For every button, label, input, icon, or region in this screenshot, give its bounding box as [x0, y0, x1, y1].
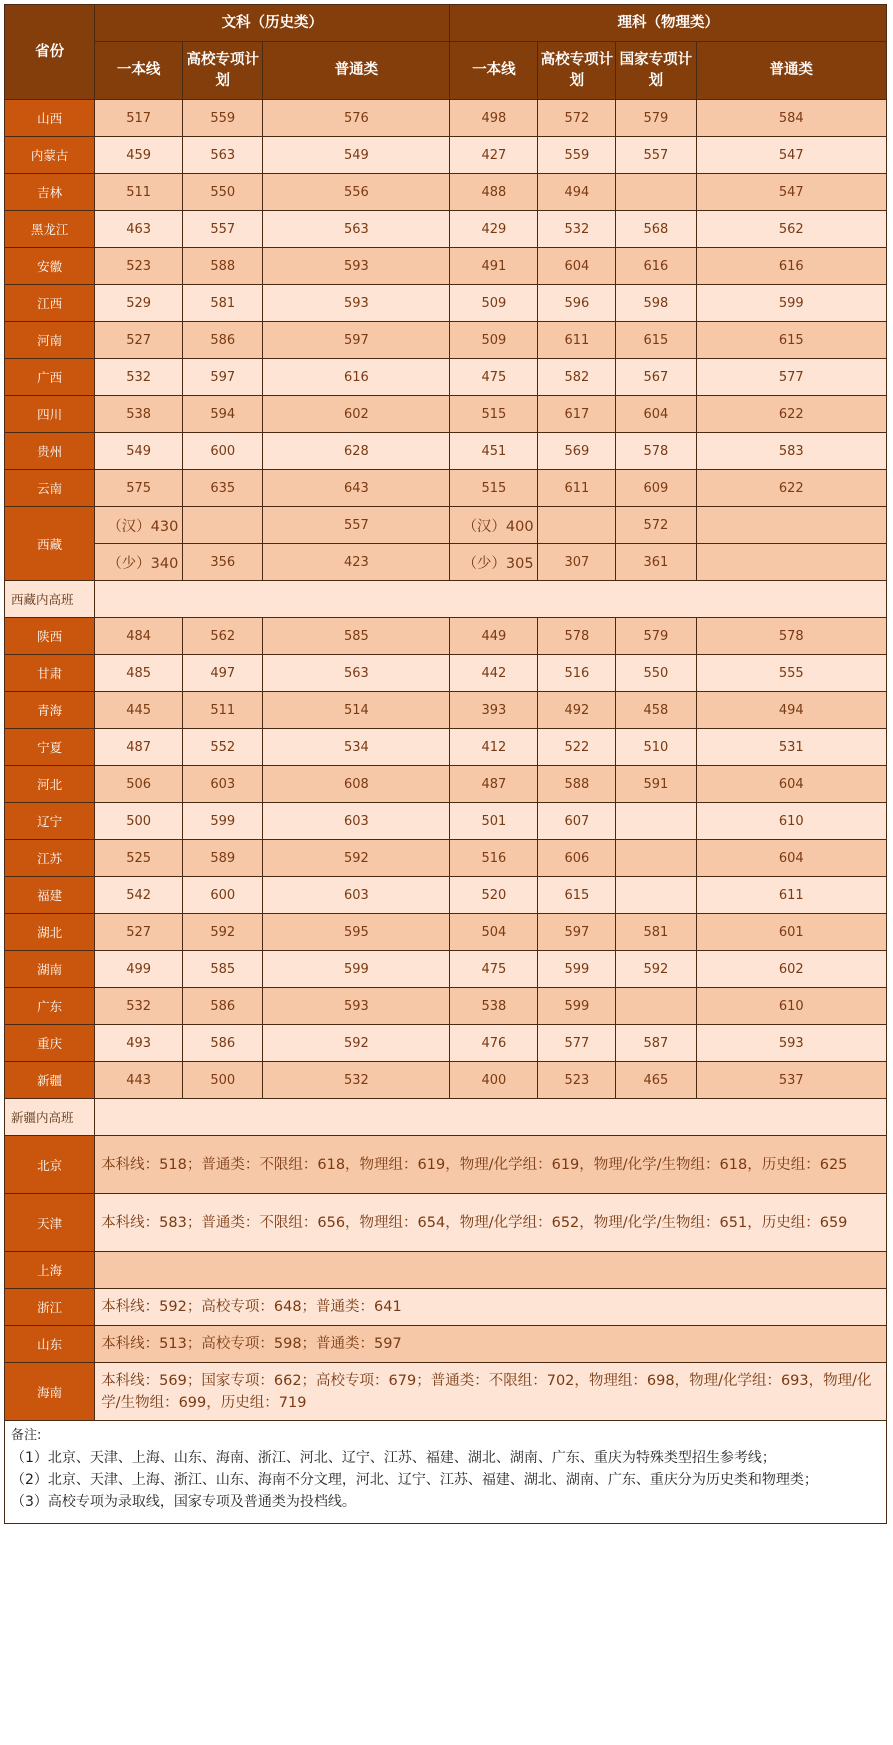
value-cell: 427 [450, 137, 538, 174]
table-body-a [5, 100, 887, 507]
table-row [5, 285, 887, 322]
table-row [5, 729, 887, 766]
table-row [5, 433, 887, 470]
value-cell: 500 [183, 1062, 263, 1099]
value-cell: 567 [616, 359, 696, 396]
value-cell: 611 [538, 470, 616, 507]
header-li-col: 一本线 [450, 42, 538, 100]
value-cell: 538 [95, 396, 183, 433]
value-cell: 586 [183, 988, 263, 1025]
value-cell: 509 [450, 285, 538, 322]
summary-cell: 本科线：518；普通类：不限组：618，物理组：619，物理/化学组：619，物理/化学/生物组：618，历史组：625 [95, 1136, 887, 1194]
table-row [5, 322, 887, 359]
xizang-class-label: 西藏内高班 [5, 581, 95, 618]
value-cell: 615 [538, 877, 616, 914]
summary-cell [95, 1252, 887, 1289]
province-cell: 西藏 [5, 507, 95, 581]
province-cell: 天津 [5, 1194, 95, 1252]
table-row [5, 1062, 887, 1099]
value-cell: 592 [616, 951, 696, 988]
value-cell: 584 [696, 100, 886, 137]
value-cell: 597 [183, 359, 263, 396]
value-cell [616, 877, 696, 914]
value-cell: 522 [538, 729, 616, 766]
value-cell [616, 174, 696, 211]
value-cell: 531 [696, 729, 886, 766]
header-li-col: 高校专项计划 [538, 42, 616, 100]
empty-cell [95, 1099, 887, 1136]
notes-title: 备注: [11, 1428, 42, 1443]
value-cell [696, 507, 886, 544]
empty-cell [95, 581, 887, 618]
value-cell: 589 [183, 840, 263, 877]
value-cell: 562 [696, 211, 886, 248]
province-cell: 江苏 [5, 840, 95, 877]
value-cell: 475 [450, 951, 538, 988]
value-cell: 602 [263, 396, 450, 433]
value-cell: 523 [538, 1062, 616, 1099]
value-cell: 487 [450, 766, 538, 803]
value-cell: 532 [95, 359, 183, 396]
table-row [5, 951, 887, 988]
value-cell: 607 [538, 803, 616, 840]
header-li: 理科（物理类） [450, 5, 887, 42]
value-cell: 616 [696, 248, 886, 285]
value-cell: 429 [450, 211, 538, 248]
table-row [5, 766, 887, 803]
province-cell: 湖北 [5, 914, 95, 951]
header-province: 省份 [5, 5, 95, 100]
table-row [5, 359, 887, 396]
value-cell: 493 [95, 1025, 183, 1062]
value-cell: 585 [183, 951, 263, 988]
table-row [5, 1326, 887, 1363]
table-row [5, 100, 887, 137]
value-cell: 563 [263, 655, 450, 692]
table-row [5, 581, 887, 618]
table-row [5, 174, 887, 211]
province-cell: 内蒙古 [5, 137, 95, 174]
table-row [5, 396, 887, 433]
value-cell: 593 [263, 988, 450, 1025]
province-cell: 湖南 [5, 951, 95, 988]
value-cell: 532 [263, 1062, 450, 1099]
value-cell: 603 [183, 766, 263, 803]
value-cell: 583 [696, 433, 886, 470]
value-cell: 487 [95, 729, 183, 766]
value-cell: 577 [538, 1025, 616, 1062]
value-cell: 588 [183, 248, 263, 285]
value-cell: 449 [450, 618, 538, 655]
value-cell: 610 [696, 803, 886, 840]
value-cell: 604 [696, 840, 886, 877]
province-cell: 江西 [5, 285, 95, 322]
value-cell: 562 [183, 618, 263, 655]
table-row [5, 803, 887, 840]
value-cell: 537 [696, 1062, 886, 1099]
province-cell: 青海 [5, 692, 95, 729]
value-cell [616, 803, 696, 840]
value-cell: 443 [95, 1062, 183, 1099]
province-cell: 吉林 [5, 174, 95, 211]
value-cell [616, 840, 696, 877]
value-cell: 529 [95, 285, 183, 322]
table-row [5, 1025, 887, 1062]
summary-cell: 本科线：569；国家专项：662；高校专项：679；普通类：不限组：702，物理组：698，物理/化学组：693，物理/化学/生物组：699，历史组：719 [95, 1363, 887, 1421]
value-cell: 615 [616, 322, 696, 359]
value-cell: 527 [95, 322, 183, 359]
value-cell: 575 [95, 470, 183, 507]
score-table-container [4, 4, 887, 1524]
value-cell: 510 [616, 729, 696, 766]
value-cell: 532 [538, 211, 616, 248]
value-cell: 577 [696, 359, 886, 396]
province-cell: 海南 [5, 1363, 95, 1421]
value-cell: 547 [696, 137, 886, 174]
province-cell: 新疆 [5, 1062, 95, 1099]
province-cell: 陕西 [5, 618, 95, 655]
table-row [5, 544, 887, 581]
value-cell: 499 [95, 951, 183, 988]
value-cell: 585 [263, 618, 450, 655]
value-cell: 598 [616, 285, 696, 322]
value-cell: 516 [538, 655, 616, 692]
value-cell: 578 [696, 618, 886, 655]
value-cell: 361 [616, 544, 696, 581]
value-cell: 504 [450, 914, 538, 951]
header-li-col: 普通类 [696, 42, 886, 100]
value-cell: （少）305 [450, 544, 538, 581]
value-cell: 588 [538, 766, 616, 803]
value-cell: 547 [696, 174, 886, 211]
header-li-col: 国家专项计划 [616, 42, 696, 100]
value-cell: 599 [696, 285, 886, 322]
notes [4, 1421, 887, 1524]
score-table [4, 4, 887, 1421]
value-cell: 465 [616, 1062, 696, 1099]
value-cell: 597 [538, 914, 616, 951]
value-cell: 599 [538, 951, 616, 988]
value-cell: 600 [183, 433, 263, 470]
value-cell: 515 [450, 396, 538, 433]
value-cell: 559 [183, 100, 263, 137]
value-cell: 601 [696, 914, 886, 951]
value-cell: 578 [616, 433, 696, 470]
value-cell: 587 [616, 1025, 696, 1062]
value-cell: 578 [538, 618, 616, 655]
value-cell: 616 [263, 359, 450, 396]
summary-cell: 本科线：583；普通类：不限组：656，物理组：654，物理/化学组：652，物理/化学/生物组：651，历史组：659 [95, 1194, 887, 1252]
value-cell: 611 [696, 877, 886, 914]
value-cell: 581 [183, 285, 263, 322]
value-cell: 592 [263, 1025, 450, 1062]
value-cell: 603 [263, 803, 450, 840]
table-row [5, 507, 887, 544]
header-wen: 文科（历史类） [95, 5, 450, 42]
table-body-b [5, 618, 887, 1099]
value-cell: 610 [696, 988, 886, 1025]
value-cell: 600 [183, 877, 263, 914]
value-cell: 492 [538, 692, 616, 729]
value-cell: 525 [95, 840, 183, 877]
value-cell: 549 [263, 137, 450, 174]
value-cell: 582 [538, 359, 616, 396]
value-cell: 596 [538, 285, 616, 322]
value-cell: 412 [450, 729, 538, 766]
value-cell: 459 [95, 137, 183, 174]
value-cell: 579 [616, 618, 696, 655]
province-cell: 浙江 [5, 1289, 95, 1326]
table-row [5, 1136, 887, 1194]
value-cell: 572 [538, 100, 616, 137]
province-cell: 辽宁 [5, 803, 95, 840]
value-cell: （汉）430 [95, 507, 183, 544]
value-cell [696, 544, 886, 581]
value-cell: 593 [263, 248, 450, 285]
value-cell: 497 [183, 655, 263, 692]
table-row [5, 840, 887, 877]
value-cell: 599 [538, 988, 616, 1025]
value-cell: 604 [616, 396, 696, 433]
value-cell [538, 507, 616, 544]
value-cell: 557 [263, 507, 450, 544]
value-cell: 568 [616, 211, 696, 248]
note-item: （2）北京、天津、上海、浙江、山东、海南不分文理，河北、辽宁、江苏、福建、湖北、湖南、广东、重庆分为历史类和物理类； [11, 1472, 818, 1488]
province-cell: 甘肃 [5, 655, 95, 692]
value-cell: 550 [183, 174, 263, 211]
table-row [5, 877, 887, 914]
value-cell: 599 [183, 803, 263, 840]
value-cell: （汉）400 [450, 507, 538, 544]
value-cell: 532 [95, 988, 183, 1025]
value-cell: 593 [696, 1025, 886, 1062]
value-cell: 628 [263, 433, 450, 470]
value-cell: 602 [696, 951, 886, 988]
value-cell: 511 [183, 692, 263, 729]
province-cell: 安徽 [5, 248, 95, 285]
value-cell: 451 [450, 433, 538, 470]
value-cell: 442 [450, 655, 538, 692]
value-cell: 599 [263, 951, 450, 988]
value-cell: 604 [696, 766, 886, 803]
value-cell: 485 [95, 655, 183, 692]
value-cell: 534 [263, 729, 450, 766]
table-row [5, 1289, 887, 1326]
value-cell: 572 [616, 507, 696, 544]
value-cell: 594 [183, 396, 263, 433]
value-cell: 514 [263, 692, 450, 729]
value-cell: 476 [450, 1025, 538, 1062]
table-row [5, 1363, 887, 1421]
value-cell: 484 [95, 618, 183, 655]
table-row [5, 914, 887, 951]
header-wen-col: 一本线 [95, 42, 183, 100]
value-cell: 555 [696, 655, 886, 692]
value-cell: 576 [263, 100, 450, 137]
header-wen-col: 高校专项计划 [183, 42, 263, 100]
table-row [5, 470, 887, 507]
value-cell: 591 [616, 766, 696, 803]
province-cell: 贵州 [5, 433, 95, 470]
value-cell: 592 [263, 840, 450, 877]
table-row [5, 1252, 887, 1289]
table-row [5, 618, 887, 655]
value-cell: 498 [450, 100, 538, 137]
value-cell: 356 [183, 544, 263, 581]
province-cell: 河北 [5, 766, 95, 803]
value-cell: 491 [450, 248, 538, 285]
value-cell: 563 [263, 211, 450, 248]
province-cell: 北京 [5, 1136, 95, 1194]
value-cell: 527 [95, 914, 183, 951]
value-cell [616, 988, 696, 1025]
value-cell: 552 [183, 729, 263, 766]
value-cell: 393 [450, 692, 538, 729]
province-cell: 黑龙江 [5, 211, 95, 248]
province-cell: 山西 [5, 100, 95, 137]
table-row [5, 692, 887, 729]
table-row [5, 1194, 887, 1252]
value-cell: 400 [450, 1062, 538, 1099]
value-cell: 563 [183, 137, 263, 174]
value-cell [183, 507, 263, 544]
value-cell: 475 [450, 359, 538, 396]
province-cell: 上海 [5, 1252, 95, 1289]
value-cell: 520 [450, 877, 538, 914]
value-cell: 511 [95, 174, 183, 211]
value-cell: 604 [538, 248, 616, 285]
summary-cell: 本科线：592；高校专项：648；普通类：641 [95, 1289, 887, 1326]
table-row [5, 137, 887, 174]
value-cell: 494 [696, 692, 886, 729]
value-cell: 595 [263, 914, 450, 951]
value-cell: 516 [450, 840, 538, 877]
value-cell: 592 [183, 914, 263, 951]
province-cell: 山东 [5, 1326, 95, 1363]
note-item: （1）北京、天津、上海、山东、海南、浙江、河北、辽宁、江苏、福建、湖北、湖南、广东、重庆为特殊类型招生参考线； [11, 1450, 776, 1466]
value-cell: 509 [450, 322, 538, 359]
province-cell: 云南 [5, 470, 95, 507]
value-cell: 622 [696, 396, 886, 433]
province-cell: 宁夏 [5, 729, 95, 766]
table-body-xinjiang-class [5, 1099, 887, 1136]
value-cell: 307 [538, 544, 616, 581]
value-cell: 643 [263, 470, 450, 507]
value-cell: 586 [183, 1025, 263, 1062]
value-cell: 494 [538, 174, 616, 211]
table-row [5, 1099, 887, 1136]
table-row [5, 988, 887, 1025]
note-item: （3）高校专项为录取线，国家专项及普通类为投档线。 [11, 1494, 356, 1510]
table-row [5, 248, 887, 285]
value-cell: 603 [263, 877, 450, 914]
value-cell: 500 [95, 803, 183, 840]
table-row [5, 211, 887, 248]
value-cell: 615 [696, 322, 886, 359]
summary-cell: 本科线：513；高校专项：598；普通类：597 [95, 1326, 887, 1363]
value-cell: 569 [538, 433, 616, 470]
value-cell: 517 [95, 100, 183, 137]
value-cell: 579 [616, 100, 696, 137]
value-cell: 557 [183, 211, 263, 248]
province-cell: 广西 [5, 359, 95, 396]
table-body-c [5, 1136, 887, 1421]
value-cell: 506 [95, 766, 183, 803]
xinjiang-class-label: 新疆内高班 [5, 1099, 95, 1136]
value-cell: 617 [538, 396, 616, 433]
value-cell: 593 [263, 285, 450, 322]
value-cell: 538 [450, 988, 538, 1025]
province-cell: 福建 [5, 877, 95, 914]
province-cell: 四川 [5, 396, 95, 433]
value-cell: 523 [95, 248, 183, 285]
value-cell: 458 [616, 692, 696, 729]
province-cell: 广东 [5, 988, 95, 1025]
value-cell: 445 [95, 692, 183, 729]
value-cell: 542 [95, 877, 183, 914]
value-cell: 550 [616, 655, 696, 692]
province-cell: 河南 [5, 322, 95, 359]
value-cell: 606 [538, 840, 616, 877]
value-cell: 608 [263, 766, 450, 803]
value-cell: 581 [616, 914, 696, 951]
value-cell: 463 [95, 211, 183, 248]
value-cell: 622 [696, 470, 886, 507]
value-cell: 597 [263, 322, 450, 359]
value-cell: 557 [616, 137, 696, 174]
table-body-xizang [5, 507, 887, 618]
value-cell: 559 [538, 137, 616, 174]
value-cell: 609 [616, 470, 696, 507]
header-wen-col: 普通类 [263, 42, 450, 100]
value-cell: （少）340 [95, 544, 183, 581]
value-cell: 549 [95, 433, 183, 470]
value-cell: 515 [450, 470, 538, 507]
value-cell: 611 [538, 322, 616, 359]
value-cell: 501 [450, 803, 538, 840]
value-cell: 556 [263, 174, 450, 211]
table-row [5, 655, 887, 692]
value-cell: 488 [450, 174, 538, 211]
value-cell: 635 [183, 470, 263, 507]
province-cell: 重庆 [5, 1025, 95, 1062]
value-cell: 616 [616, 248, 696, 285]
value-cell: 586 [183, 322, 263, 359]
value-cell: 423 [263, 544, 450, 581]
